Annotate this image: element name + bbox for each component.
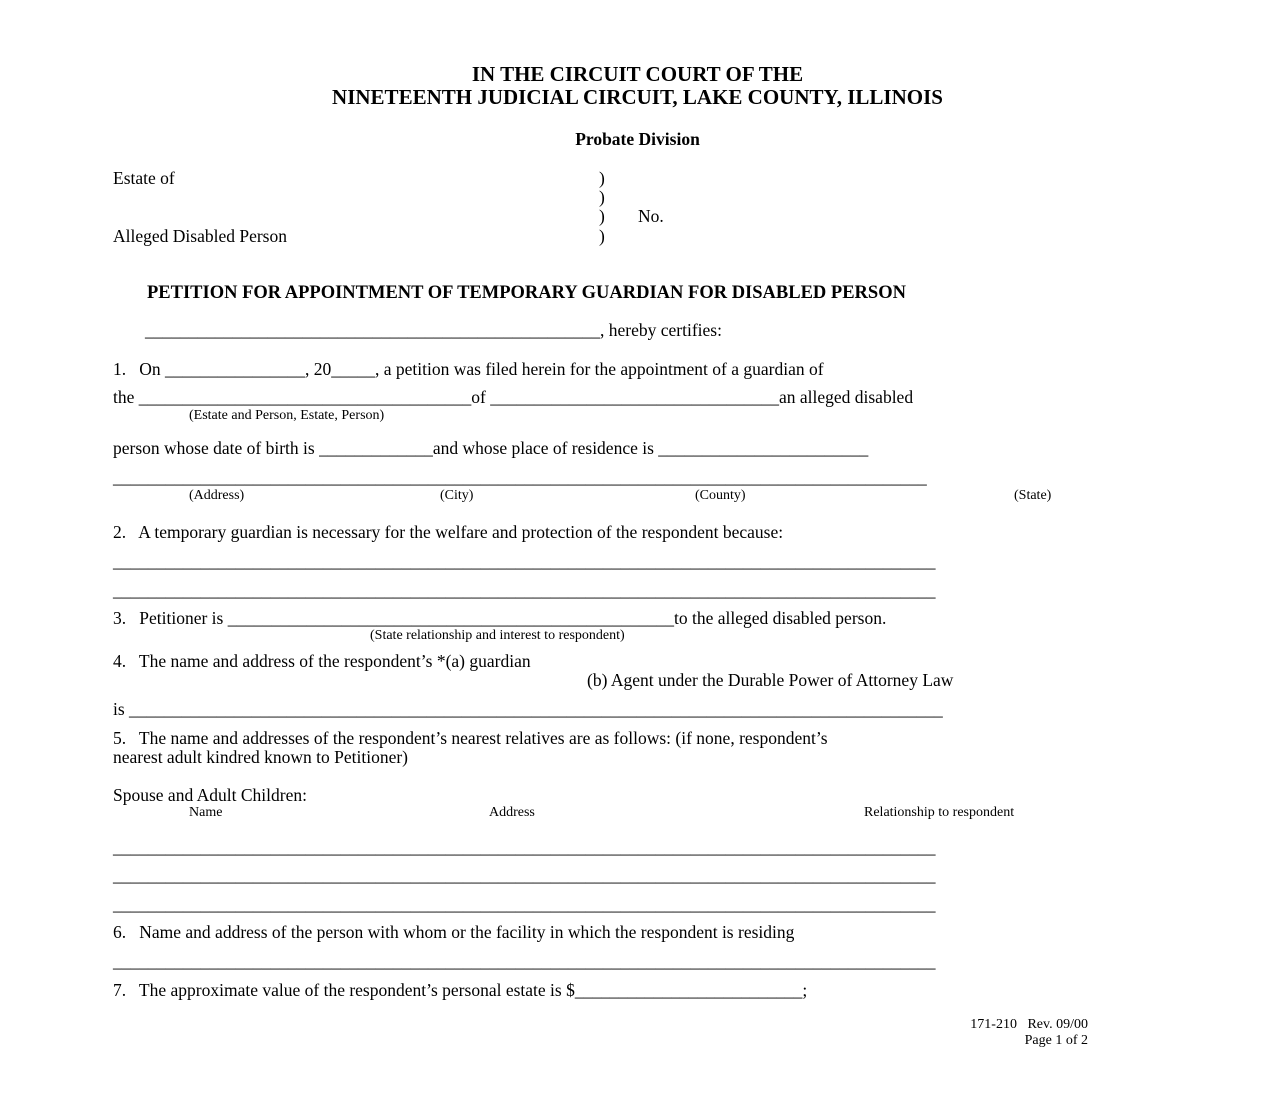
relatives-blank-1[interactable]: ______________________________________________________________________________________________: [113, 837, 936, 857]
item-3-text[interactable]: 3. Petitioner is ___________________________________________________to the alleged disabled person.: [113, 608, 887, 628]
state-hint: (State): [1014, 488, 1052, 503]
city-hint: (City): [440, 488, 474, 503]
item-2-text: 2. A temporary guardian is necessary for the welfare and protection of the respondent because:: [113, 522, 784, 542]
address-hint: (Address): [189, 488, 245, 503]
residence-blank-line[interactable]: _____________________________________________________________________________________________: [113, 467, 927, 487]
court-title-line-2: NINETEENTH JUDICIAL CIRCUIT, LAKE COUNTY, ILLINOIS: [332, 85, 943, 109]
relationship-hint: (State relationship and interest to respondent): [370, 628, 625, 643]
spouse-children-label: Spouse and Adult Children:: [113, 785, 307, 805]
item-1-line-2[interactable]: the ______________________________________of _________________________________an alleged disabled: [113, 387, 914, 407]
caption-paren-3: ): [599, 206, 605, 226]
relatives-blank-3[interactable]: ______________________________________________________________________________________________: [113, 894, 936, 914]
caption-paren-2: ): [599, 187, 605, 207]
name-column-header: Name: [189, 805, 223, 820]
item-7-text[interactable]: 7. The approximate value of the respondent’s personal estate is $__________________________;: [113, 980, 808, 1000]
page-number: Page 1 of 2: [1024, 1033, 1088, 1048]
caption-paren-4: ): [599, 226, 605, 246]
item-6-blank[interactable]: ______________________________________________________________________________________________: [113, 951, 936, 971]
case-number-label: No.: [638, 206, 664, 226]
division-heading: Probate Division: [575, 129, 700, 149]
item-1-line-1[interactable]: 1. On ________________, 20_____, a petition was filed herein for the appointment of a guardian of: [113, 359, 824, 379]
item-6-text: 6. Name and address of the person with whom or the facility in which the respondent is residing: [113, 922, 795, 942]
address-column-header: Address: [489, 805, 535, 820]
county-hint: (County): [695, 488, 746, 503]
certify-line[interactable]: ____________________________________________________, hereby certifies:: [145, 320, 722, 340]
item-4-blank[interactable]: is _____________________________________________________________________________________________: [113, 699, 943, 719]
item-2-blank-2[interactable]: ______________________________________________________________________________________________: [113, 580, 936, 600]
estate-type-hint: (Estate and Person, Estate, Person): [189, 408, 385, 423]
item-5-line-2: nearest adult kindred known to Petitioner): [113, 747, 408, 767]
item-4-line-1: 4. The name and address of the respondent’s *(a) guardian: [113, 651, 531, 671]
estate-of-label: Estate of: [113, 168, 175, 188]
relatives-blank-2[interactable]: ______________________________________________________________________________________________: [113, 865, 936, 885]
alleged-disabled-person-label: Alleged Disabled Person: [113, 226, 287, 246]
relationship-column-header: Relationship to respondent: [864, 805, 1015, 820]
item-5-line-1: 5. The name and addresses of the respondent’s nearest relatives are as follows: (if none, respondent’s: [113, 728, 828, 748]
caption-paren-1: ): [599, 168, 605, 188]
item-1-line-3[interactable]: person whose date of birth is _____________and whose place of residence is ________________________: [113, 438, 869, 458]
item-2-blank-1[interactable]: ______________________________________________________________________________________________: [113, 551, 936, 571]
petition-title: PETITION FOR APPOINTMENT OF TEMPORARY GUARDIAN FOR DISABLED PERSON: [147, 283, 906, 303]
item-4-line-2: (b) Agent under the Durable Power of Attorney Law: [587, 670, 954, 690]
form-number: 171-210 Rev. 09/00: [970, 1017, 1088, 1032]
court-title-line-1: IN THE CIRCUIT COURT OF THE: [471, 62, 804, 86]
